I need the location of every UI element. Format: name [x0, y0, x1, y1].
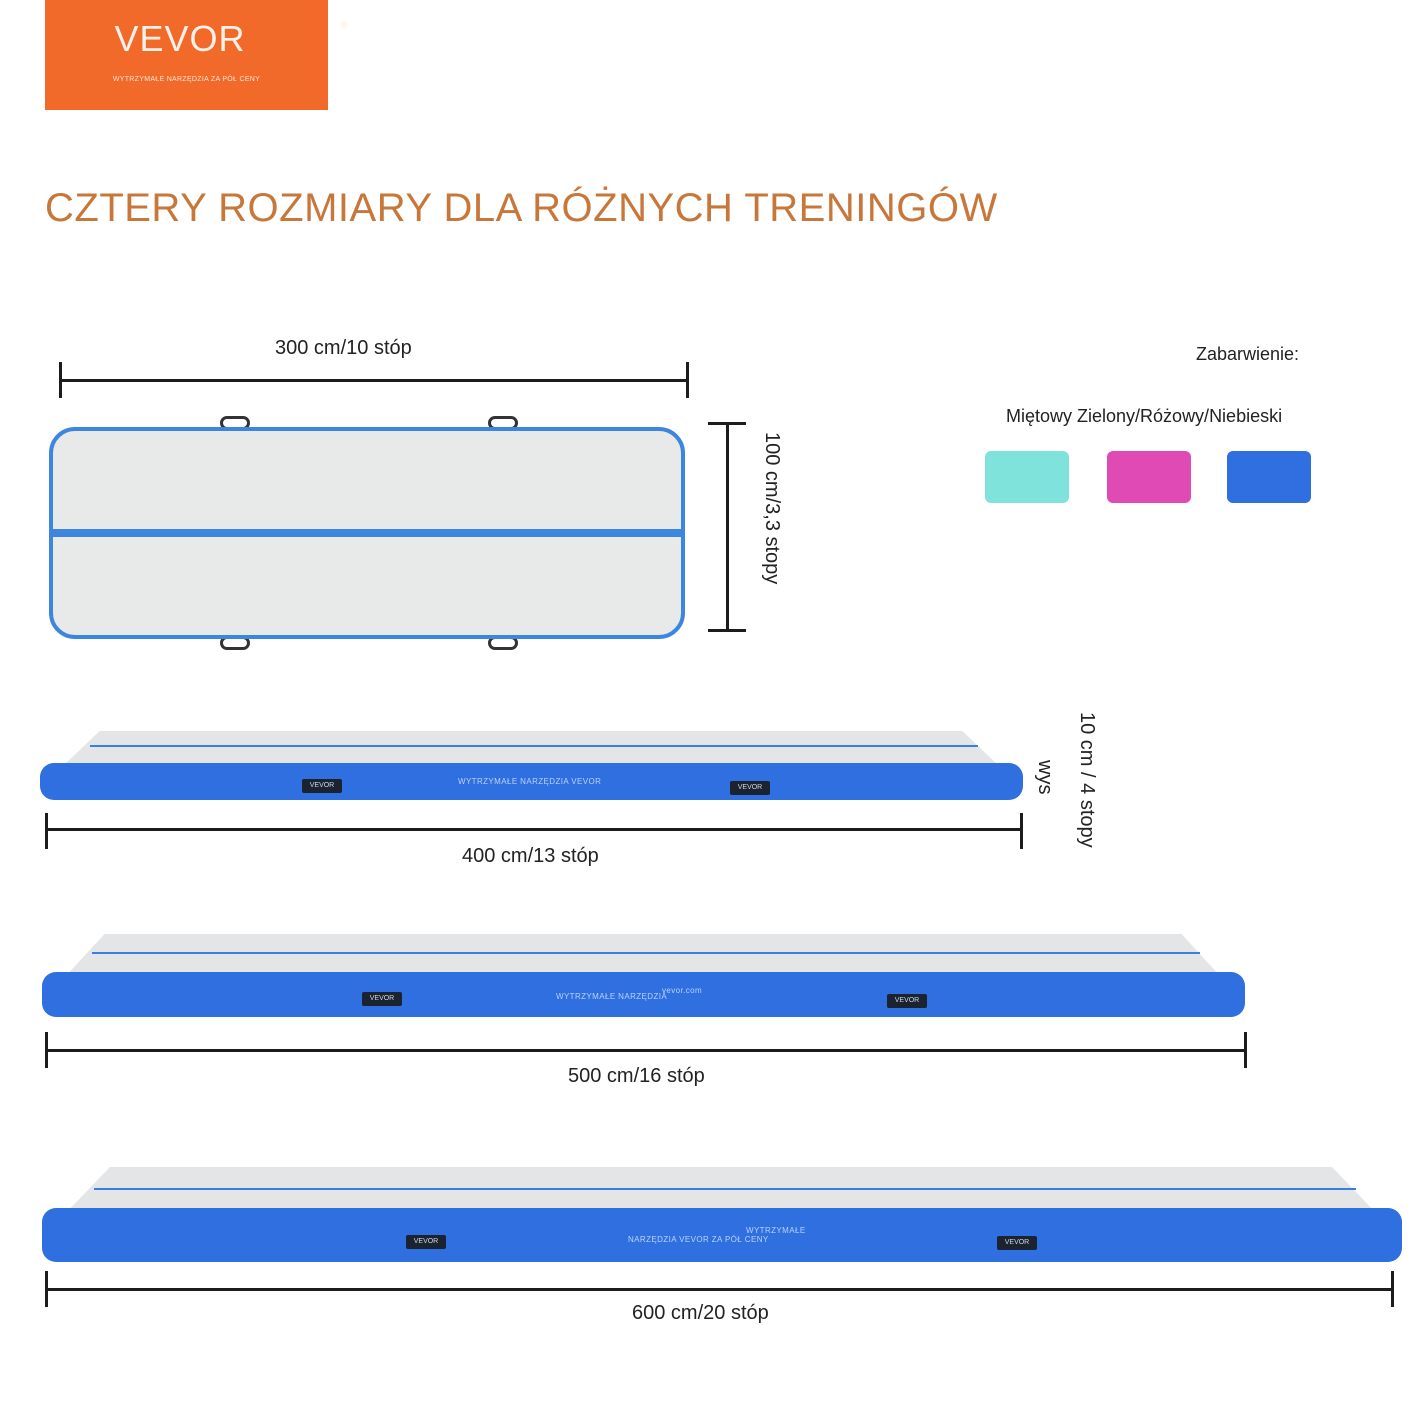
mat-500-length-line — [46, 1049, 1247, 1052]
mat-500-stripe — [92, 952, 1200, 954]
logo-tagline: WYTRZYMAŁE NARZĘDZIA ZA PÓŁ CENY — [112, 76, 261, 83]
top-view-depth-label: 100 cm/3,3 stopy — [761, 432, 783, 585]
top-view-depth-tick-bottom — [708, 629, 746, 632]
mat-600-brand-text-2: WYTRZYMAŁE — [746, 1226, 806, 1235]
mat-400-handle-right: VEVOR — [730, 781, 770, 795]
mat-600-handle-right: VEVOR — [997, 1236, 1037, 1250]
mat-500-side — [42, 972, 1245, 1017]
mat-400-brand-text: WYTRZYMAŁE NARZĘDZIA VEVOR — [458, 777, 602, 786]
mat-500-tick-right — [1244, 1032, 1247, 1068]
mat-600-brand-text: NARZĘDZIA VEVOR ZA PÓŁ CENY — [628, 1235, 769, 1244]
mat-600-tick-right — [1391, 1271, 1394, 1307]
top-view-width-tick-right — [686, 362, 689, 398]
mat-500-brand-text: WYTRZYMAŁE NARZĘDZIA — [556, 992, 668, 1001]
vevor-logo — [45, 0, 348, 110]
mat-600-side — [42, 1208, 1402, 1262]
mat-400-tick-right — [1020, 813, 1023, 849]
mat-500-handle-right: VEVOR — [887, 994, 927, 1008]
mat-400-stripe — [90, 745, 978, 747]
top-view-width-line — [60, 379, 688, 382]
logo-name: VEVOR — [114, 18, 246, 59]
mat-500-length-label: 500 cm/16 stóp — [568, 1065, 705, 1087]
mat-600-length-line — [46, 1288, 1394, 1291]
color-names: Miętowy Zielony/Różowy/Niebieski — [1006, 406, 1283, 426]
top-view-width-tick-left — [59, 362, 62, 398]
color-title: Zabarwienie: — [1196, 344, 1300, 364]
mat-600-length-label: 600 cm/20 stóp — [632, 1302, 769, 1324]
mat-center-stripe — [53, 529, 681, 537]
swatch-mint-green — [985, 451, 1069, 503]
page-title: CZTERY ROZMIARY DLA RÓŻNYCH TRENINGÓW — [45, 186, 998, 230]
mat-500-brand-text-2: vevor.com — [662, 986, 703, 995]
top-view-width-label: 300 cm/10 stóp — [275, 337, 412, 359]
mat-400-top-surface — [62, 731, 1000, 767]
mat-400-tick-left — [45, 813, 48, 849]
mat-400-side — [40, 763, 1023, 800]
mat-600-tick-left — [45, 1271, 48, 1307]
top-view-depth-tick-top — [708, 422, 746, 425]
height-label: 10 cm / 4 stopy — [1076, 712, 1098, 848]
mat-600-stripe — [94, 1188, 1356, 1190]
top-view-depth-line — [726, 422, 729, 632]
logo-registered-mark: ® — [341, 20, 348, 30]
swatch-pink — [1107, 451, 1191, 503]
mat-600-handle-left: VEVOR — [406, 1235, 446, 1249]
height-prefix: wys — [1034, 760, 1056, 795]
mat-400-length-line — [46, 828, 1023, 831]
mat-top-view — [49, 427, 685, 639]
swatch-blue — [1227, 451, 1311, 503]
mat-400-handle-left: VEVOR — [302, 779, 342, 793]
mat-500-handle-left: VEVOR — [362, 992, 402, 1006]
mat-400-length-label: 400 cm/13 stóp — [462, 845, 599, 867]
mat-500-tick-left — [45, 1032, 48, 1068]
